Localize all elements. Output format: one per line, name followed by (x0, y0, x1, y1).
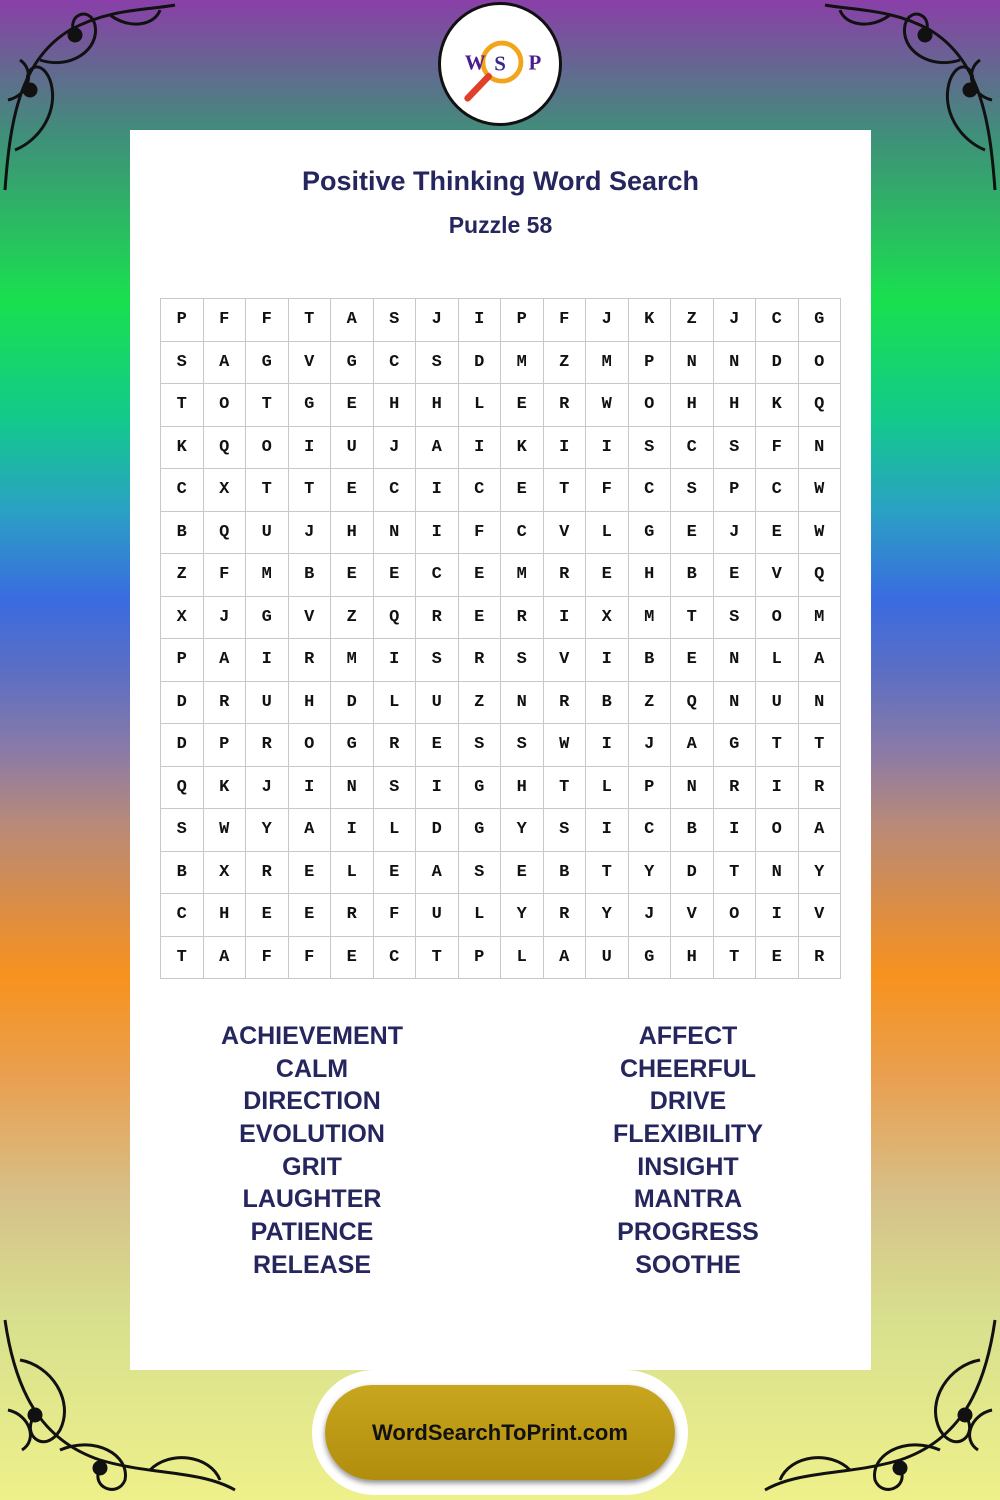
grid-cell[interactable]: L (501, 937, 544, 980)
grid-cell[interactable]: N (671, 767, 714, 810)
grid-cell[interactable]: A (799, 809, 842, 852)
grid-cell[interactable]: C (756, 469, 799, 512)
grid-cell[interactable]: F (204, 554, 247, 597)
grid-cell[interactable]: T (544, 767, 587, 810)
grid-cell[interactable]: L (374, 682, 417, 725)
grid-cell[interactable]: Q (671, 682, 714, 725)
grid-cell[interactable]: N (331, 767, 374, 810)
logo-letter-w: W (464, 50, 486, 75)
grid-cell[interactable]: I (586, 809, 629, 852)
grid-cell[interactable]: I (331, 809, 374, 852)
grid-cell[interactable]: T (161, 384, 204, 427)
word-list-item: FLEXIBILITY (613, 1120, 763, 1149)
grid-cell[interactable]: L (331, 852, 374, 895)
grid-cell[interactable]: G (629, 512, 672, 555)
grid-cell[interactable]: U (586, 937, 629, 980)
grid-cell[interactable]: E (331, 937, 374, 980)
word-list-item: MANTRA (633, 1185, 743, 1214)
grid-cell[interactable]: F (544, 299, 587, 342)
grid-cell[interactable]: S (544, 809, 587, 852)
grid-cell[interactable]: K (501, 427, 544, 470)
grid-cell[interactable]: C (671, 427, 714, 470)
grid-cell[interactable]: M (629, 597, 672, 640)
word-list-item: CHEERFUL (619, 1054, 757, 1083)
grid-cell[interactable]: V (671, 894, 714, 937)
grid-cell[interactable]: E (246, 894, 289, 937)
grid-cell[interactable]: O (756, 809, 799, 852)
grid-cell[interactable]: S (459, 724, 502, 767)
grid-cell[interactable]: I (544, 427, 587, 470)
grid-cell[interactable]: X (204, 852, 247, 895)
grid-cell[interactable]: I (714, 809, 757, 852)
grid-cell[interactable]: A (671, 724, 714, 767)
grid-cell[interactable]: O (629, 384, 672, 427)
grid-cell[interactable]: F (246, 299, 289, 342)
grid-cell[interactable]: I (289, 427, 332, 470)
grid-cell[interactable]: N (714, 682, 757, 725)
grid-cell[interactable]: E (331, 469, 374, 512)
letter-grid (160, 298, 841, 979)
grid-cell[interactable]: R (544, 384, 587, 427)
grid-cell[interactable]: G (331, 342, 374, 385)
grid-cell[interactable]: S (671, 469, 714, 512)
grid-cell[interactable]: N (374, 512, 417, 555)
grid-cell[interactable]: Y (586, 894, 629, 937)
word-list-item: DIRECTION (243, 1087, 381, 1116)
grid-cell[interactable]: E (586, 554, 629, 597)
grid-cell[interactable]: H (374, 384, 417, 427)
grid-cell[interactable]: I (544, 597, 587, 640)
grid-cell[interactable]: J (289, 512, 332, 555)
grid-cell[interactable]: T (544, 469, 587, 512)
grid-cell[interactable]: E (501, 469, 544, 512)
grid-cell[interactable]: T (671, 597, 714, 640)
grid-cell[interactable]: H (671, 384, 714, 427)
grid-cell[interactable]: T (416, 937, 459, 980)
grid-cell[interactable]: E (289, 852, 332, 895)
grid-cell[interactable]: R (501, 597, 544, 640)
grid-cell[interactable]: T (714, 852, 757, 895)
grid-cell[interactable]: S (501, 724, 544, 767)
word-list-right (538, 1020, 838, 1282)
grid-cell[interactable]: T (756, 724, 799, 767)
grid-cell[interactable]: R (459, 639, 502, 682)
grid-cell[interactable]: Y (629, 852, 672, 895)
grid-cell[interactable]: A (204, 342, 247, 385)
grid-cell[interactable]: P (161, 639, 204, 682)
grid-cell[interactable]: E (416, 724, 459, 767)
grid-cell[interactable]: R (289, 639, 332, 682)
grid-cell[interactable]: S (161, 809, 204, 852)
grid-cell[interactable]: H (714, 384, 757, 427)
grid-cell[interactable]: S (501, 639, 544, 682)
grid-cell[interactable]: Z (459, 682, 502, 725)
grid-cell[interactable]: J (204, 597, 247, 640)
grid-cell[interactable]: I (289, 767, 332, 810)
grid-cell[interactable]: I (416, 512, 459, 555)
grid-cell[interactable]: Q (204, 512, 247, 555)
grid-cell[interactable]: J (629, 724, 672, 767)
puzzle-card (130, 130, 871, 1370)
grid-cell[interactable]: N (714, 342, 757, 385)
grid-cell[interactable]: Q (204, 427, 247, 470)
grid-cell[interactable]: X (586, 597, 629, 640)
grid-cell[interactable]: P (204, 724, 247, 767)
grid-cell[interactable]: Z (331, 597, 374, 640)
grid-cell[interactable]: E (331, 554, 374, 597)
grid-cell[interactable]: O (246, 427, 289, 470)
grid-cell[interactable]: L (374, 809, 417, 852)
grid-cell[interactable]: E (756, 512, 799, 555)
grid-cell[interactable]: C (416, 554, 459, 597)
grid-cell[interactable]: K (204, 767, 247, 810)
grid-cell[interactable]: P (501, 299, 544, 342)
word-list-item: CALM (275, 1054, 349, 1083)
grid-cell[interactable]: D (161, 682, 204, 725)
grid-cell[interactable]: I (416, 469, 459, 512)
grid-cell[interactable]: G (459, 767, 502, 810)
grid-cell[interactable]: S (714, 597, 757, 640)
grid-cell[interactable]: P (161, 299, 204, 342)
grid-cell[interactable]: H (204, 894, 247, 937)
grid-cell[interactable]: N (671, 342, 714, 385)
grid-cell[interactable]: H (501, 767, 544, 810)
grid-cell[interactable]: T (246, 469, 289, 512)
logo-letter-s: S (494, 51, 506, 76)
grid-cell[interactable]: C (756, 299, 799, 342)
grid-cell[interactable]: C (374, 937, 417, 980)
grid-cell[interactable]: C (374, 469, 417, 512)
grid-cell[interactable]: D (756, 342, 799, 385)
grid-cell[interactable]: S (714, 427, 757, 470)
grid-cell[interactable]: J (629, 894, 672, 937)
magnifier-logo-icon (441, 5, 559, 123)
grid-cell[interactable]: A (204, 937, 247, 980)
grid-cell[interactable]: R (246, 852, 289, 895)
grid-cell[interactable]: Z (544, 342, 587, 385)
grid-cell[interactable]: J (246, 767, 289, 810)
grid-cell[interactable]: R (374, 724, 417, 767)
grid-cell[interactable]: D (459, 342, 502, 385)
grid-cell[interactable]: U (416, 682, 459, 725)
grid-cell[interactable]: Q (799, 384, 842, 427)
word-list-item: LAUGHTER (242, 1185, 382, 1214)
grid-cell[interactable]: B (544, 852, 587, 895)
grid-cell[interactable]: L (586, 767, 629, 810)
grid-cell[interactable]: F (374, 894, 417, 937)
grid-cell[interactable]: I (586, 427, 629, 470)
grid-cell[interactable]: R (246, 724, 289, 767)
grid-cell[interactable]: H (331, 512, 374, 555)
grid-cell[interactable]: Y (501, 809, 544, 852)
grid-cell[interactable]: V (544, 639, 587, 682)
word-list-item: PATIENCE (250, 1218, 374, 1247)
grid-cell[interactable]: I (586, 639, 629, 682)
grid-cell[interactable]: E (374, 852, 417, 895)
grid-cell[interactable]: D (671, 852, 714, 895)
grid-cell[interactable]: R (544, 554, 587, 597)
grid-cell[interactable]: I (756, 894, 799, 937)
grid-cell[interactable]: E (501, 852, 544, 895)
grid-cell[interactable]: Y (246, 809, 289, 852)
grid-cell[interactable]: I (756, 767, 799, 810)
grid-cell[interactable]: L (459, 894, 502, 937)
grid-cell[interactable]: D (331, 682, 374, 725)
grid-cell[interactable]: G (799, 299, 842, 342)
grid-cell[interactable]: W (204, 809, 247, 852)
grid-cell[interactable]: P (629, 767, 672, 810)
grid-cell[interactable]: S (459, 852, 502, 895)
grid-cell[interactable]: H (671, 937, 714, 980)
grid-cell[interactable]: J (416, 299, 459, 342)
grid-cell[interactable]: P (629, 342, 672, 385)
grid-cell[interactable]: F (459, 512, 502, 555)
grid-cell[interactable]: W (799, 512, 842, 555)
grid-cell[interactable]: P (714, 469, 757, 512)
grid-cell[interactable]: B (671, 809, 714, 852)
grid-cell[interactable]: K (756, 384, 799, 427)
grid-cell[interactable]: V (289, 597, 332, 640)
grid-cell[interactable]: T (289, 299, 332, 342)
grid-cell[interactable]: L (586, 512, 629, 555)
grid-cell[interactable]: A (289, 809, 332, 852)
grid-cell[interactable]: A (544, 937, 587, 980)
grid-cell[interactable]: H (416, 384, 459, 427)
grid-cell[interactable]: M (501, 554, 544, 597)
grid-cell[interactable]: U (246, 682, 289, 725)
grid-cell[interactable]: L (459, 384, 502, 427)
grid-cell[interactable]: B (289, 554, 332, 597)
grid-cell[interactable]: K (161, 427, 204, 470)
grid-cell[interactable]: V (756, 554, 799, 597)
grid-cell[interactable]: G (246, 342, 289, 385)
grid-cell[interactable]: B (629, 639, 672, 682)
grid-cell[interactable]: Y (501, 894, 544, 937)
grid-cell[interactable]: R (714, 767, 757, 810)
grid-cell[interactable]: O (756, 597, 799, 640)
grid-cell[interactable]: N (799, 682, 842, 725)
grid-cell[interactable]: M (246, 554, 289, 597)
grid-cell[interactable]: C (629, 469, 672, 512)
grid-cell[interactable]: C (629, 809, 672, 852)
grid-cell[interactable]: P (459, 937, 502, 980)
grid-cell[interactable]: U (331, 427, 374, 470)
grid-cell[interactable]: T (586, 852, 629, 895)
grid-cell[interactable]: I (459, 299, 502, 342)
grid-cell[interactable]: O (204, 384, 247, 427)
grid-cell[interactable]: R (416, 597, 459, 640)
grid-cell[interactable]: G (289, 384, 332, 427)
grid-cell[interactable]: N (714, 639, 757, 682)
grid-cell[interactable]: S (374, 299, 417, 342)
word-list-left (162, 1020, 462, 1282)
grid-cell[interactable]: B (161, 852, 204, 895)
grid-cell[interactable]: D (161, 724, 204, 767)
grid-cell[interactable]: T (246, 384, 289, 427)
word-list-item: ACHIEVEMENT (221, 1022, 403, 1050)
grid-cell[interactable]: M (799, 597, 842, 640)
grid-cell[interactable]: C (161, 894, 204, 937)
grid-cell[interactable]: B (586, 682, 629, 725)
word-list-item: GRIT (282, 1152, 342, 1181)
grid-cell[interactable]: W (799, 469, 842, 512)
grid-cell[interactable]: C (459, 469, 502, 512)
grid-cell[interactable]: U (416, 894, 459, 937)
grid-cell[interactable]: F (586, 469, 629, 512)
grid-cell[interactable]: E (714, 554, 757, 597)
grid-cell[interactable]: R (331, 894, 374, 937)
grid-cell[interactable]: V (289, 342, 332, 385)
grid-cell[interactable]: S (416, 639, 459, 682)
grid-cell[interactable]: E (289, 894, 332, 937)
grid-cell[interactable]: X (204, 469, 247, 512)
grid-cell[interactable]: R (544, 682, 587, 725)
grid-cell[interactable]: H (289, 682, 332, 725)
grid-cell[interactable]: J (714, 299, 757, 342)
grid-cell[interactable]: L (756, 639, 799, 682)
grid-cell[interactable]: C (161, 469, 204, 512)
word-list-item: EVOLUTION (239, 1120, 385, 1149)
grid-cell[interactable]: W (586, 384, 629, 427)
grid-cell[interactable]: I (586, 724, 629, 767)
grid-cell[interactable]: C (374, 342, 417, 385)
grid-cell[interactable]: B (671, 554, 714, 597)
grid-cell[interactable]: J (374, 427, 417, 470)
grid-cell[interactable]: T (289, 469, 332, 512)
logo-letter-p: P (528, 50, 542, 75)
grid-cell[interactable]: F (246, 937, 289, 980)
grid-cell[interactable]: D (416, 809, 459, 852)
grid-cell[interactable]: M (331, 639, 374, 682)
grid-cell[interactable]: S (161, 342, 204, 385)
grid-cell[interactable]: I (459, 427, 502, 470)
page-title: Positive Thinking Word Search (301, 166, 700, 196)
grid-cell[interactable]: E (374, 554, 417, 597)
grid-cell[interactable]: Y (799, 852, 842, 895)
grid-cell[interactable]: Z (629, 682, 672, 725)
grid-cell[interactable]: H (629, 554, 672, 597)
grid-cell[interactable]: M (586, 342, 629, 385)
grid-cell[interactable]: Q (799, 554, 842, 597)
grid-cell[interactable]: R (544, 894, 587, 937)
grid-cell[interactable]: E (501, 384, 544, 427)
grid-cell[interactable]: V (544, 512, 587, 555)
grid-cell[interactable]: A (331, 299, 374, 342)
grid-cell[interactable]: R (799, 937, 842, 980)
grid-cell[interactable]: B (161, 512, 204, 555)
grid-cell[interactable]: J (586, 299, 629, 342)
grid-cell[interactable]: N (756, 852, 799, 895)
grid-cell[interactable]: N (799, 427, 842, 470)
grid-cell[interactable]: O (714, 894, 757, 937)
grid-cell[interactable]: E (459, 554, 502, 597)
grid-cell[interactable]: T (714, 937, 757, 980)
grid-cell[interactable]: G (246, 597, 289, 640)
grid-cell[interactable]: A (204, 639, 247, 682)
grid-cell[interactable]: U (246, 512, 289, 555)
grid-cell[interactable]: U (756, 682, 799, 725)
word-list-item: PROGRESS (617, 1218, 759, 1247)
grid-cell[interactable]: F (756, 427, 799, 470)
grid-cell[interactable]: Q (374, 597, 417, 640)
word-list-item: AFFECT (638, 1022, 738, 1050)
grid-cell[interactable]: S (416, 342, 459, 385)
grid-cell[interactable]: E (756, 937, 799, 980)
word-list-item: INSIGHT (637, 1152, 739, 1181)
grid-cell[interactable]: M (501, 342, 544, 385)
grid-cell[interactable]: A (799, 639, 842, 682)
word-list-item: SOOTHE (635, 1250, 741, 1279)
grid-cell[interactable]: E (331, 384, 374, 427)
grid-cell[interactable]: J (714, 512, 757, 555)
grid-cell[interactable]: C (501, 512, 544, 555)
grid-cell[interactable]: R (799, 767, 842, 810)
grid-cell[interactable]: R (204, 682, 247, 725)
website-link-button[interactable]: WordSearchToPrint.com (325, 1385, 675, 1480)
grid-cell[interactable]: E (459, 597, 502, 640)
grid-cell[interactable]: N (501, 682, 544, 725)
grid-cell[interactable]: O (289, 724, 332, 767)
grid-cell[interactable]: F (289, 937, 332, 980)
word-list-item: RELEASE (252, 1250, 372, 1279)
grid-cell[interactable]: G (331, 724, 374, 767)
grid-cell[interactable]: A (416, 427, 459, 470)
grid-cell[interactable]: X (161, 597, 204, 640)
grid-cell[interactable]: F (204, 299, 247, 342)
grid-cell[interactable]: G (714, 724, 757, 767)
grid-cell[interactable]: K (629, 299, 672, 342)
grid-cell[interactable]: O (799, 342, 842, 385)
grid-cell[interactable]: S (629, 427, 672, 470)
grid-cell[interactable]: E (671, 639, 714, 682)
grid-cell[interactable]: Z (671, 299, 714, 342)
grid-cell[interactable]: G (459, 809, 502, 852)
puzzle-number: Puzzle 58 (448, 212, 553, 238)
grid-cell[interactable]: Z (161, 554, 204, 597)
site-logo[interactable] (438, 2, 562, 126)
grid-cell[interactable]: G (629, 937, 672, 980)
grid-cell[interactable]: I (416, 767, 459, 810)
grid-cell[interactable]: A (416, 852, 459, 895)
grid-cell[interactable]: T (799, 724, 842, 767)
grid-cell[interactable]: T (161, 937, 204, 980)
grid-cell[interactable]: I (374, 639, 417, 682)
grid-cell[interactable]: W (544, 724, 587, 767)
grid-cell[interactable]: I (246, 639, 289, 682)
grid-cell[interactable]: Q (161, 767, 204, 810)
grid-cell[interactable]: V (799, 894, 842, 937)
grid-cell[interactable]: E (671, 512, 714, 555)
word-list-item: DRIVE (649, 1087, 727, 1116)
grid-cell[interactable]: S (374, 767, 417, 810)
